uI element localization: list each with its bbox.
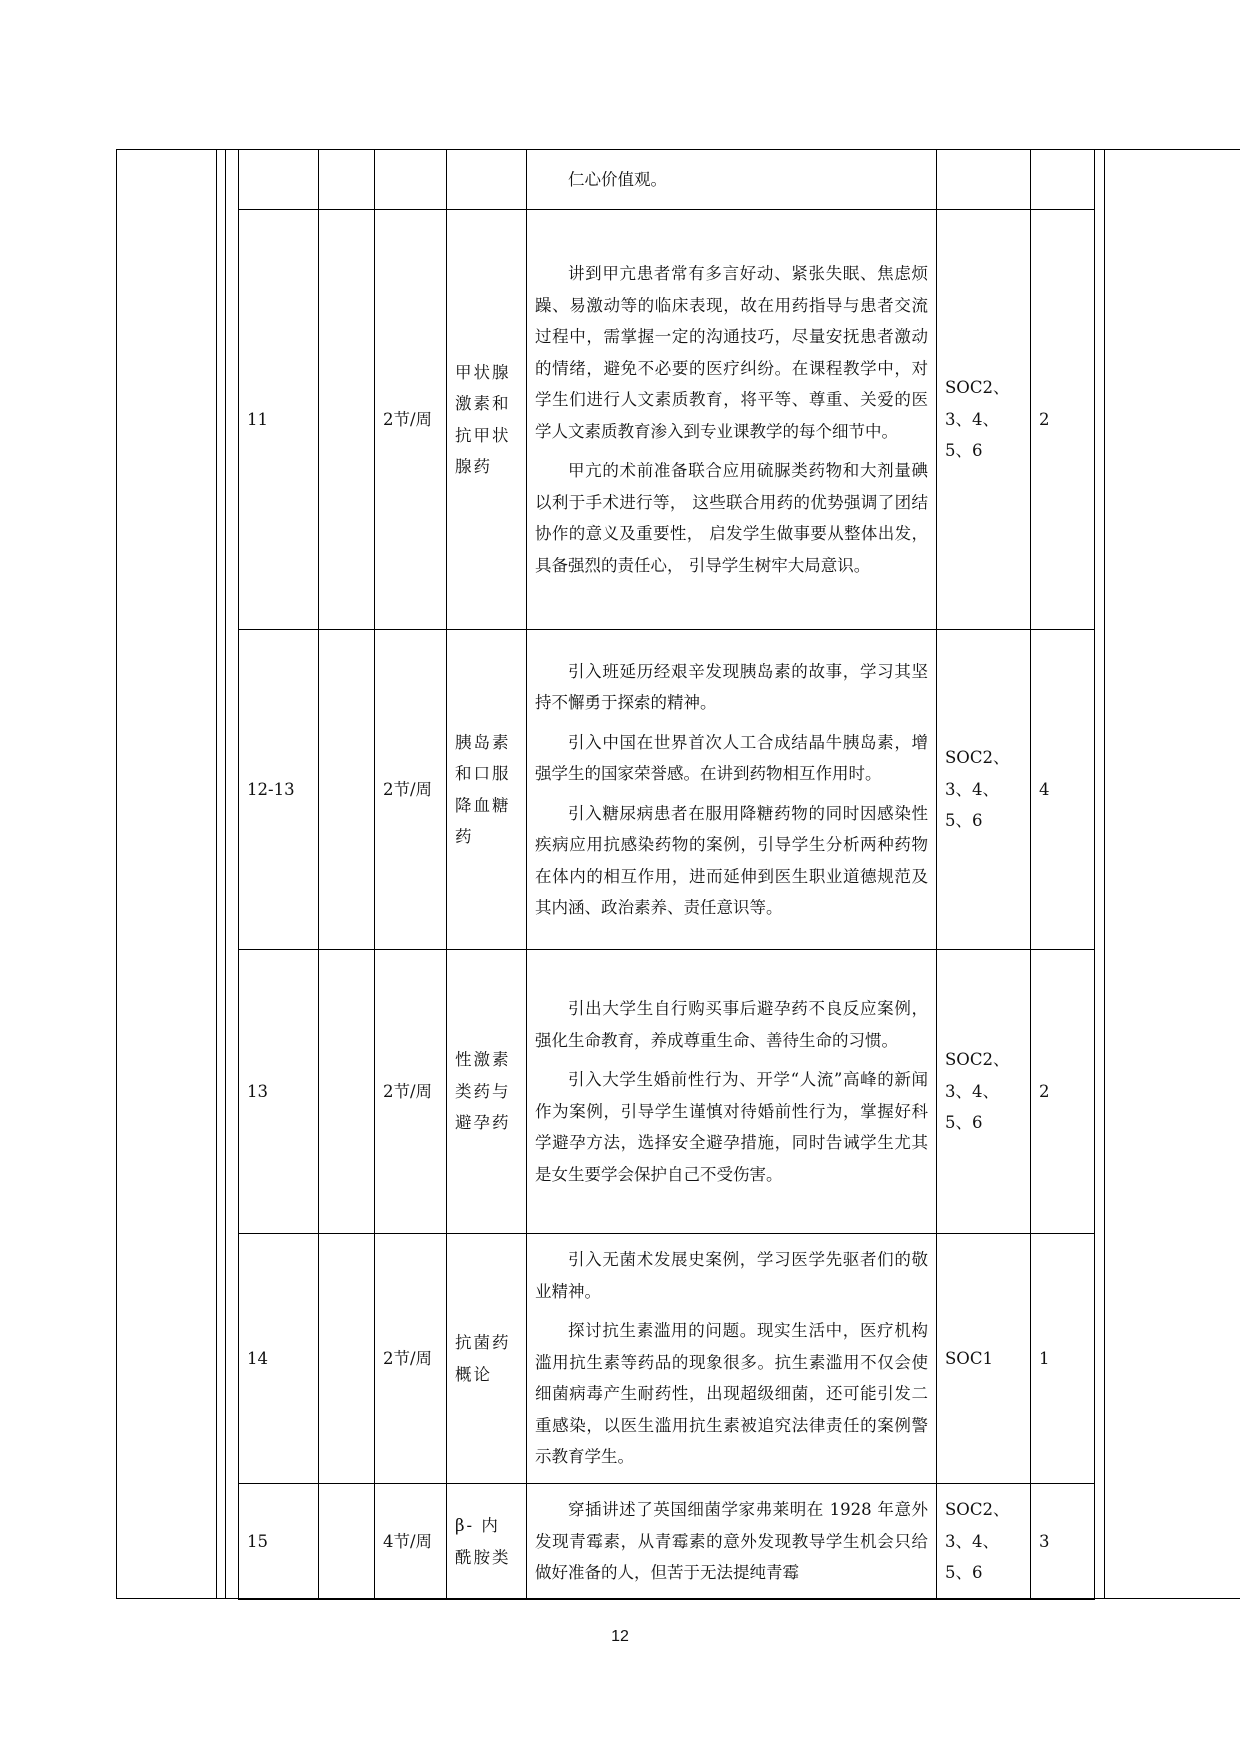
course-content-table (238, 149, 1095, 1600)
topic-cell: 抗菌药概论 (447, 1234, 527, 1484)
week-cell: 11 (239, 210, 319, 630)
credit-cell: 4 (1031, 630, 1095, 950)
soc-cell: SOC2、3、4、5、6 (937, 630, 1031, 950)
credit-cell (1031, 150, 1095, 210)
credit-cell: 1 (1031, 1234, 1095, 1484)
soc-cell: SOC2、3、4、5、6 (937, 1484, 1031, 1600)
page-number: 12 (611, 1628, 629, 1645)
table-row (239, 1484, 1095, 1600)
topic-cell: β- 内酰胺类 (447, 1484, 527, 1600)
table-row (239, 210, 1095, 630)
week-cell: 15 (239, 1484, 319, 1600)
week-cell: 14 (239, 1234, 319, 1484)
content-cell (527, 210, 937, 630)
hours-cell: 2节/周 (375, 1234, 447, 1484)
week-cell (239, 150, 319, 210)
table-row (239, 1234, 1095, 1484)
table-row (239, 150, 1095, 210)
content-paragraph: 引入中国在世界首次人工合成结晶牛胰岛素，增强学生的国家荣誉感。在讲到药物相互作用时。 (535, 732, 928, 783)
content-paragraph: 探讨抗生素滥用的问题。现实生活中，医疗机构滥用抗生素等药品的现象很多。抗生素滥用不仅会使细菌病毒产生耐药性，出现超级细菌，还可能引发二重感染，以医生滥用抗生素被追究法律责任的案例警示教育学生。 (535, 1321, 928, 1467)
content-paragraph: 仁心价值观。 (568, 169, 667, 189)
blank-cell (319, 1484, 375, 1600)
content-cell (527, 630, 937, 950)
content-cell (527, 150, 937, 210)
blank-cell (319, 630, 375, 950)
hours-cell: 2节/周 (375, 210, 447, 630)
hours-cell: 2节/周 (375, 630, 447, 950)
blank-cell (319, 210, 375, 630)
content-paragraph: 讲到甲亢患者常有多言好动、紧张失眠、焦虑烦躁、易激动等的临床表现，故在用药指导与患者交流过程中，需掌握一定的沟通技巧，尽量安抚患者激动的情绪，避免不必要的医疗纠纷。在课程教学中，对学生们进行人文素质教育，将平等、尊重、关爱的医学人文素质教育渗入到专业课教学的每个细节中。 (535, 264, 928, 441)
content-paragraph: 引入班延历经艰辛发现胰岛素的故事，学习其坚持不懈勇于探索的精神。 (535, 661, 928, 712)
content-paragraph: 引出大学生自行购买事后避孕药不良反应案例，强化生命教育，养成尊重生命、善待生命的习惯。 (535, 999, 928, 1050)
hours-cell (375, 150, 447, 210)
hours-cell: 4节/周 (375, 1484, 447, 1600)
credit-cell: 3 (1031, 1484, 1095, 1600)
credit-cell: 2 (1031, 950, 1095, 1234)
topic-cell (447, 150, 527, 210)
content-paragraph: 穿插讲述了英国细菌学家弗莱明在 1928 年意外发现青霉素，从青霉素的意外发现教导学生机会只给做好准备的人，但苦于无法提纯青霉 (535, 1500, 928, 1583)
soc-cell: SOC1 (937, 1234, 1031, 1484)
content-paragraph: 引入糖尿病患者在服用降糖药物的同时因感染性疾病应用抗感染药物的案例，引导学生分析两种药物在体内的相互作用，进而延伸到医生职业道德规范及其内涵、政治素养、责任意识等。 (535, 803, 928, 917)
content-cell (527, 1484, 937, 1600)
week-cell: 13 (239, 950, 319, 1234)
topic-cell: 胰岛素和口服降血糖药 (447, 630, 527, 950)
blank-cell (319, 150, 375, 210)
content-cell (527, 950, 937, 1234)
blank-cell (319, 950, 375, 1234)
topic-cell: 性激素类药与避孕药 (447, 950, 527, 1234)
content-paragraph: 引入大学生婚前性行为、开学“人流”高峰的新闻作为案例，引导学生谨慎对待婚前性行为，掌握好科学避孕方法，选择安全避孕措施，同时告诫学生尤其是女生要学会保护自己不受伤害。 (535, 1070, 928, 1184)
table-row (239, 950, 1095, 1234)
column-divider (225, 149, 226, 1599)
soc-cell: SOC2、3、4、5、6 (937, 950, 1031, 1234)
soc-cell (937, 150, 1031, 210)
week-cell: 12-13 (239, 630, 319, 950)
soc-cell: SOC2、3、4、5、6 (937, 210, 1031, 630)
credit-cell: 2 (1031, 210, 1095, 630)
content-paragraph: 甲亢的术前准备联合应用硫脲类药物和大剂量碘以利于手术进行等， 这些联合用药的优势强调了团结协作的意义及重要性， 启发学生做事要从整体出发， 具备强烈的责任心， 引导学生树牢大局意识。 (535, 461, 928, 575)
column-divider (216, 149, 217, 1599)
blank-cell (319, 1234, 375, 1484)
topic-cell: 甲状腺激素和抗甲状腺药 (447, 210, 527, 630)
table-row (239, 630, 1095, 950)
content-cell (527, 1234, 937, 1484)
hours-cell: 2节/周 (375, 950, 447, 1234)
content-paragraph: 引入无菌术发展史案例，学习医学先驱者们的敬业精神。 (535, 1250, 928, 1301)
column-divider (1104, 149, 1105, 1599)
